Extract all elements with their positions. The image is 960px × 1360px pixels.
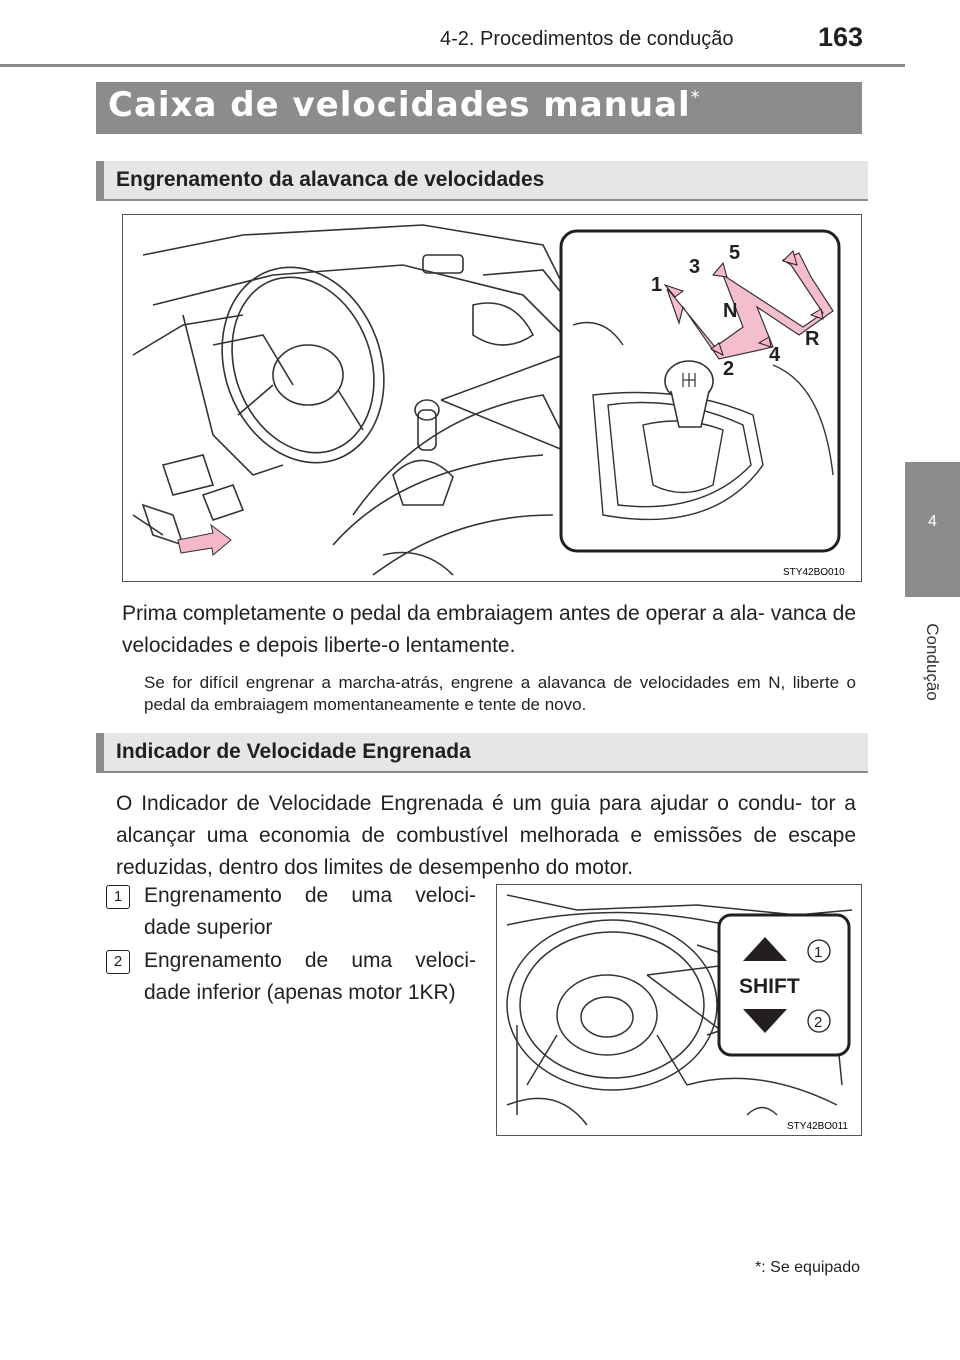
cockpit-illustration bbox=[123, 215, 861, 581]
gear-label-n: N bbox=[723, 300, 738, 322]
page-title bbox=[108, 85, 701, 125]
header-rule bbox=[0, 64, 905, 67]
gear-label-2: 2 bbox=[723, 358, 735, 380]
chapter-label: Condução bbox=[923, 623, 942, 701]
section-heading-gearshift: Engrenamento da alavanca de velocidades bbox=[116, 168, 545, 191]
marker-1: 1 bbox=[814, 944, 823, 961]
gear-label-1: 1 bbox=[651, 274, 663, 296]
gear-label-3: 3 bbox=[689, 256, 701, 278]
clutch-instruction: Prima completamente o pedal da embraiagem antes de operar a ala- vanca de velocidades e depois liberte-o lentamente. bbox=[122, 602, 856, 657]
gear-label-4: 4 bbox=[769, 344, 781, 366]
gearshift-figure bbox=[122, 214, 862, 582]
instrument-cluster-illustration bbox=[497, 885, 861, 1135]
gear-label-r: R bbox=[805, 328, 820, 350]
gsi-description: O Indicador de Velocidade Engrenada é um guia para ajudar o condu- tor a alcançar uma economia de combustível melhorada e emissões de escape reduzidas, dentro dos limites de desempenho do motor. bbox=[116, 792, 856, 879]
title-asterisk: * bbox=[690, 87, 701, 108]
footnote-asterisk: * bbox=[755, 1259, 762, 1276]
header-section-title: 4-2. Procedimentos de condução bbox=[440, 28, 734, 50]
item-downshift: Engrenamento de uma veloci- dade inferior (apenas motor 1KR) bbox=[144, 949, 476, 1004]
chapter-number: 4 bbox=[928, 513, 937, 530]
page-number: 163 bbox=[818, 22, 864, 52]
figure-code-2: STY42BO011 bbox=[787, 1121, 848, 1132]
reverse-gear-note: Se for difícil engrenar a marcha-atrás, engrene a alavanca de velocidades em N, liberte o pedal da embraiagem momentaneamente e tente de novo. bbox=[144, 673, 856, 714]
section-heading-gsi: Indicador de Velocidade Engrenada bbox=[116, 740, 471, 763]
gear-label-5: 5 bbox=[729, 242, 741, 264]
footnote-text: : Se equipado bbox=[761, 1259, 860, 1276]
page-title-text: Caixa de velocidades manual bbox=[108, 85, 691, 125]
figure-code-1: STY42BO010 bbox=[783, 567, 845, 578]
shift-label: SHIFT bbox=[739, 975, 800, 998]
footnote bbox=[755, 1259, 860, 1277]
marker-2: 2 bbox=[814, 1014, 823, 1031]
shift-indicator-figure bbox=[496, 884, 862, 1136]
item-upshift: Engrenamento de uma veloci- dade superior bbox=[144, 884, 476, 939]
item-number-1: 1 bbox=[106, 885, 130, 909]
item-number-2: 2 bbox=[106, 950, 130, 974]
